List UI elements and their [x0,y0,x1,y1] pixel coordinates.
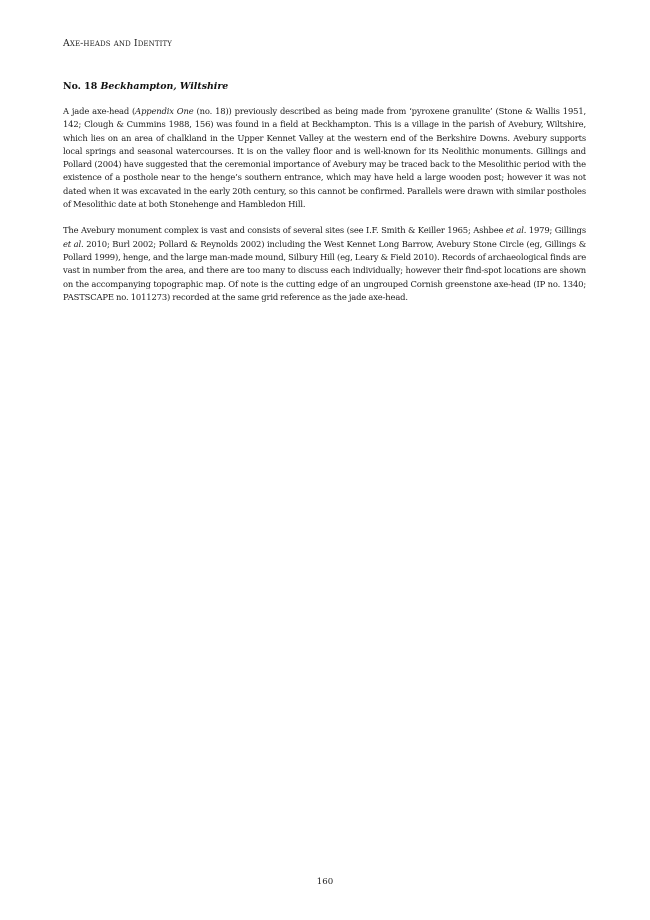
running-head-text-1: xe-heads and [69,38,134,49]
section-heading [63,80,586,93]
running-head-initial-a: A [63,38,70,49]
page-number: 160 [316,877,334,887]
section-number: No. 18 [63,81,98,92]
appendix-reference: Appendix One [135,106,194,116]
running-head-text-2: dentity [137,38,172,49]
et-al-1: et al. [505,225,527,236]
running-head [63,38,172,49]
main-content [63,80,586,317]
et-al-2: et al. [63,238,84,249]
paragraph-1-text-a: A jade axe-head ( [63,106,136,116]
paragraph-2 [63,224,586,304]
paragraph-1-text-b: (no. 18)) previously described as being made from ‘pyroxene granulite’ (Stone & Wallis 1951, 142; Clough & Cummins 1988, 156) was found in a field at Beckhampton. This is a village in the parish of Avebury, Wiltshire, which lies on an area of chalkland in the Upper Kennet Valley at the western end of the Berkshire Downs. Avebury supports local springs and seasonal watercourses. It is on the valley floor and is well-known for its Neolithic monuments. Gillings and Pollard (2004) have suggested that the ceremonial importance of Avebury may be traced back to the Mesolithic period with the existence of a posthole near to the henge’s southern entrance, which may have held a large wooden post; however it was not dated when it was excavated in the early 20th century, so this cannot be confirmed. Parallels were drawn with similar postholes of Mesolithic date at both Stonehenge and Hambledon Hill. [63,106,587,210]
section-place: Beckhampton, Wiltshire [100,81,229,92]
paragraph-1 [63,105,586,211]
paragraph-2-text-a: The Avebury monument complex is vast and consists of several sites (see I.F. Smith & Keiller 1965; Ashbee [63,225,506,236]
paragraph-2-text-b: 1979; Gillings [526,225,586,236]
running-head-initial-i: I [133,38,138,49]
paragraph-2-text-c: 2010; Burl 2002; Pollard & Reynolds 2002) including the West Kennet Long Barrow, Avebury Stone Circle (eg, Gillings & Pollard 1999), henge, and the large man-made mound, Silbury Hill (eg, Leary & Field 2010). Records of archaeological finds are vast in number from the area, and there are too many to discuss each individually; however their find-spot locations are shown on the accompanying topographic map. Of note is the cutting edge of an ungrouped Cornish greenstone axe-head (IP no. 1340; PASTSCAPE no. 1011273) recorded at the same grid reference as the jade axe-head. [63,238,586,302]
